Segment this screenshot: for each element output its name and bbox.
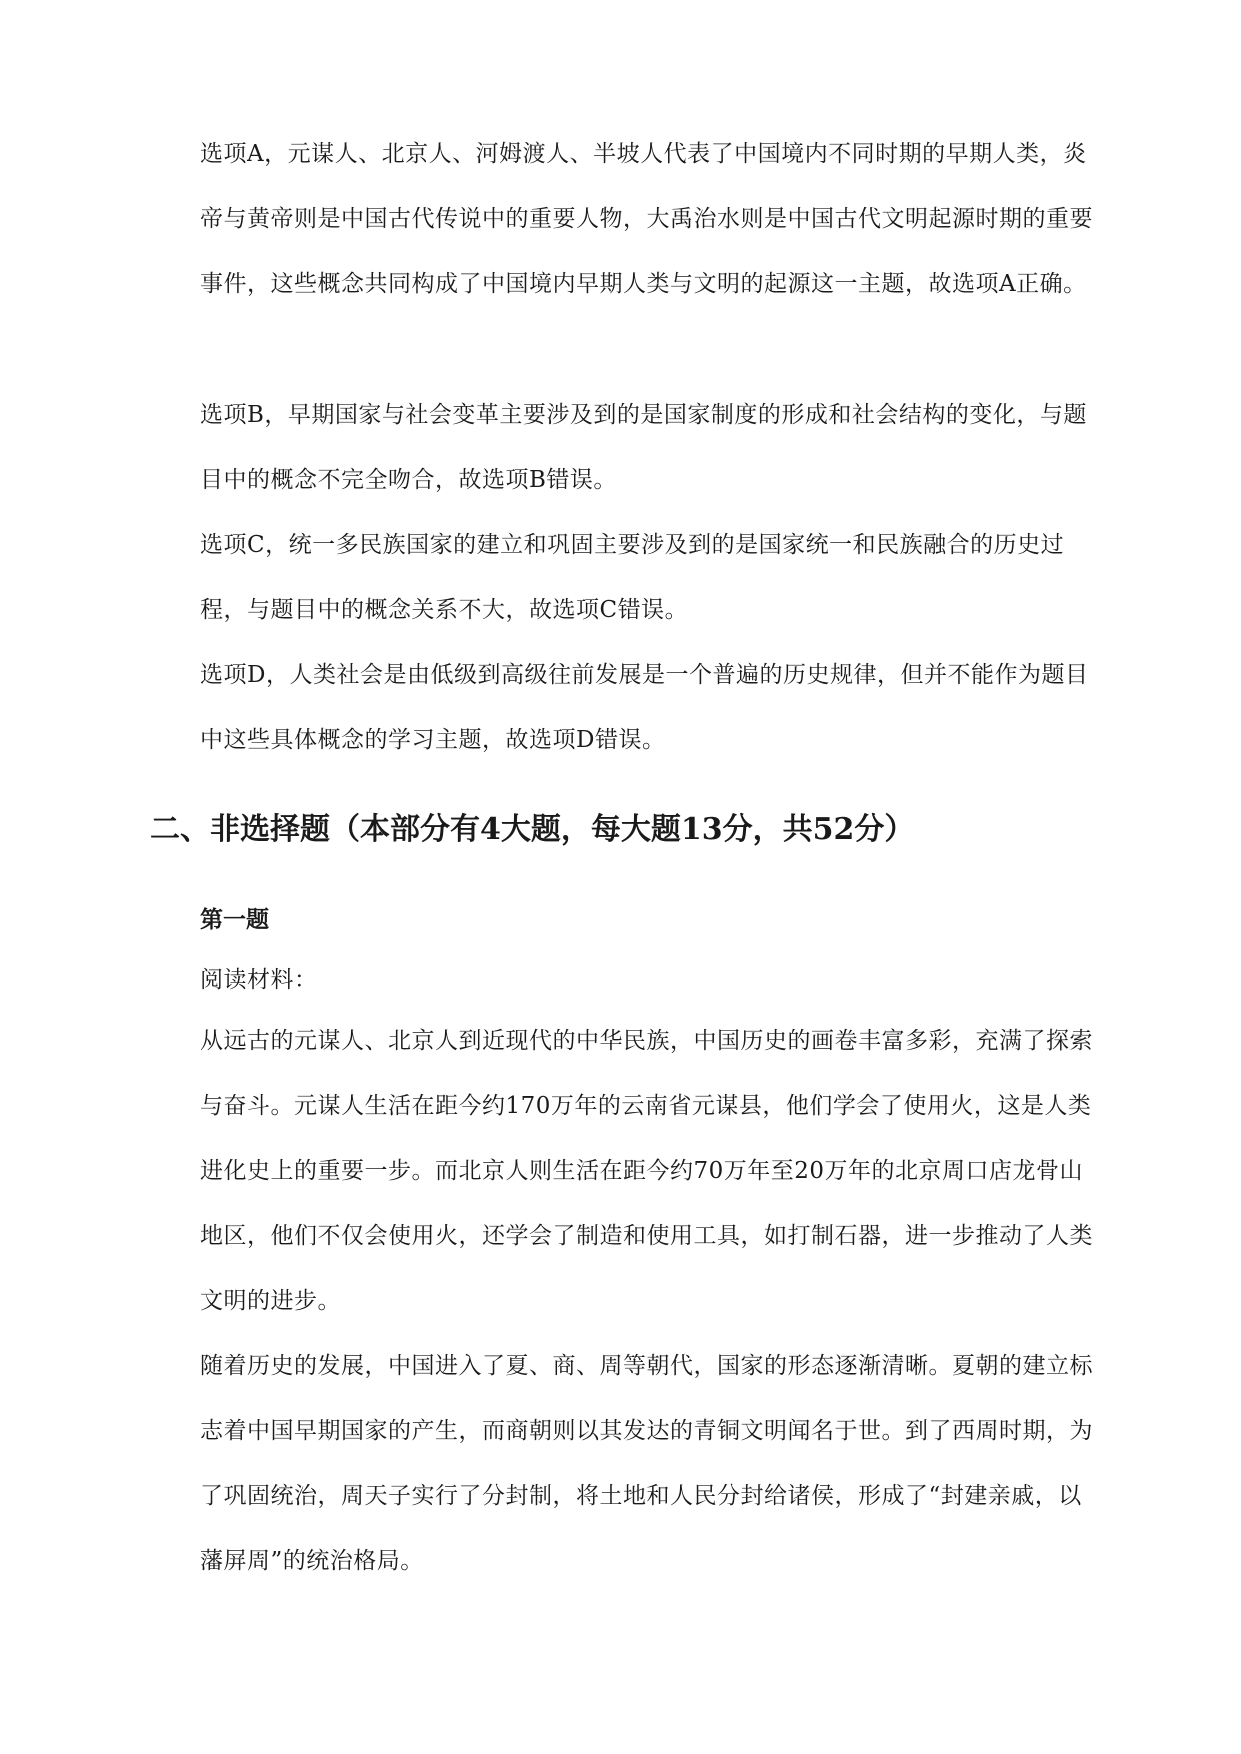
option-c-analysis: 选项C，统一多民族国家的建立和巩固主要涉及到的是国家统一和民族融合的历史过程，与题目中的概念关系不大，故选项C错误。 bbox=[200, 532, 1065, 623]
material-paragraph-1: 从远古的元谋人、北京人到近现代的中华民族，中国历史的画卷丰富多彩，充满了探索与奋斗。元谋人生活在距今约170万年的云南省元谋县，他们学会了使用火，这是人类进化史上的重要一步。而北京人则生活在距今约70万年至20万年的北京周口店龙骨山地区，他们不仅会使用火，还学会了制造和使用工具，如打制石器，进一步推动了人类文明的进步。 bbox=[200, 1028, 1093, 1314]
section-heading: 二、非选择题（本部分有4大题，每大题13分，共52分） bbox=[150, 812, 915, 847]
question-title: 第一题 bbox=[200, 906, 269, 933]
material-paragraph-2: 随着历史的发展，中国进入了夏、商、周等朝代，国家的形态逐渐清晰。夏朝的建立标志着中国早期国家的产生，而商朝则以其发达的青铜文明闻名于世。到了西周时期，为了巩固统治，周天子实行了分封制，将土地和人民分封给诸侯，形成了“封建亲戚，以藩屏周”的统治格局。 bbox=[200, 1353, 1093, 1574]
option-a-analysis: 选项A，元谋人、北京人、河姆渡人、半坡人代表了中国境内不同时期的早期人类，炎帝与黄帝则是中国古代传说中的重要人物，大禹治水则是中国古代文明起源时期的重要事件，这些概念共同构成了中国境内早期人类与文明的起源这一主题，故选项A正确。 bbox=[200, 141, 1093, 297]
option-d-analysis: 选项D，人类社会是由低级到高级往前发展是一个普遍的历史规律，但并不能作为题目中这些具体概念的学习主题，故选项D错误。 bbox=[200, 662, 1089, 753]
question-prompt: 阅读材料： bbox=[200, 967, 318, 993]
option-b-analysis: 选项B，早期国家与社会变革主要涉及到的是国家制度的形成和社会结构的变化，与题目中的概念不完全吻合，故选项B错误。 bbox=[200, 402, 1087, 493]
